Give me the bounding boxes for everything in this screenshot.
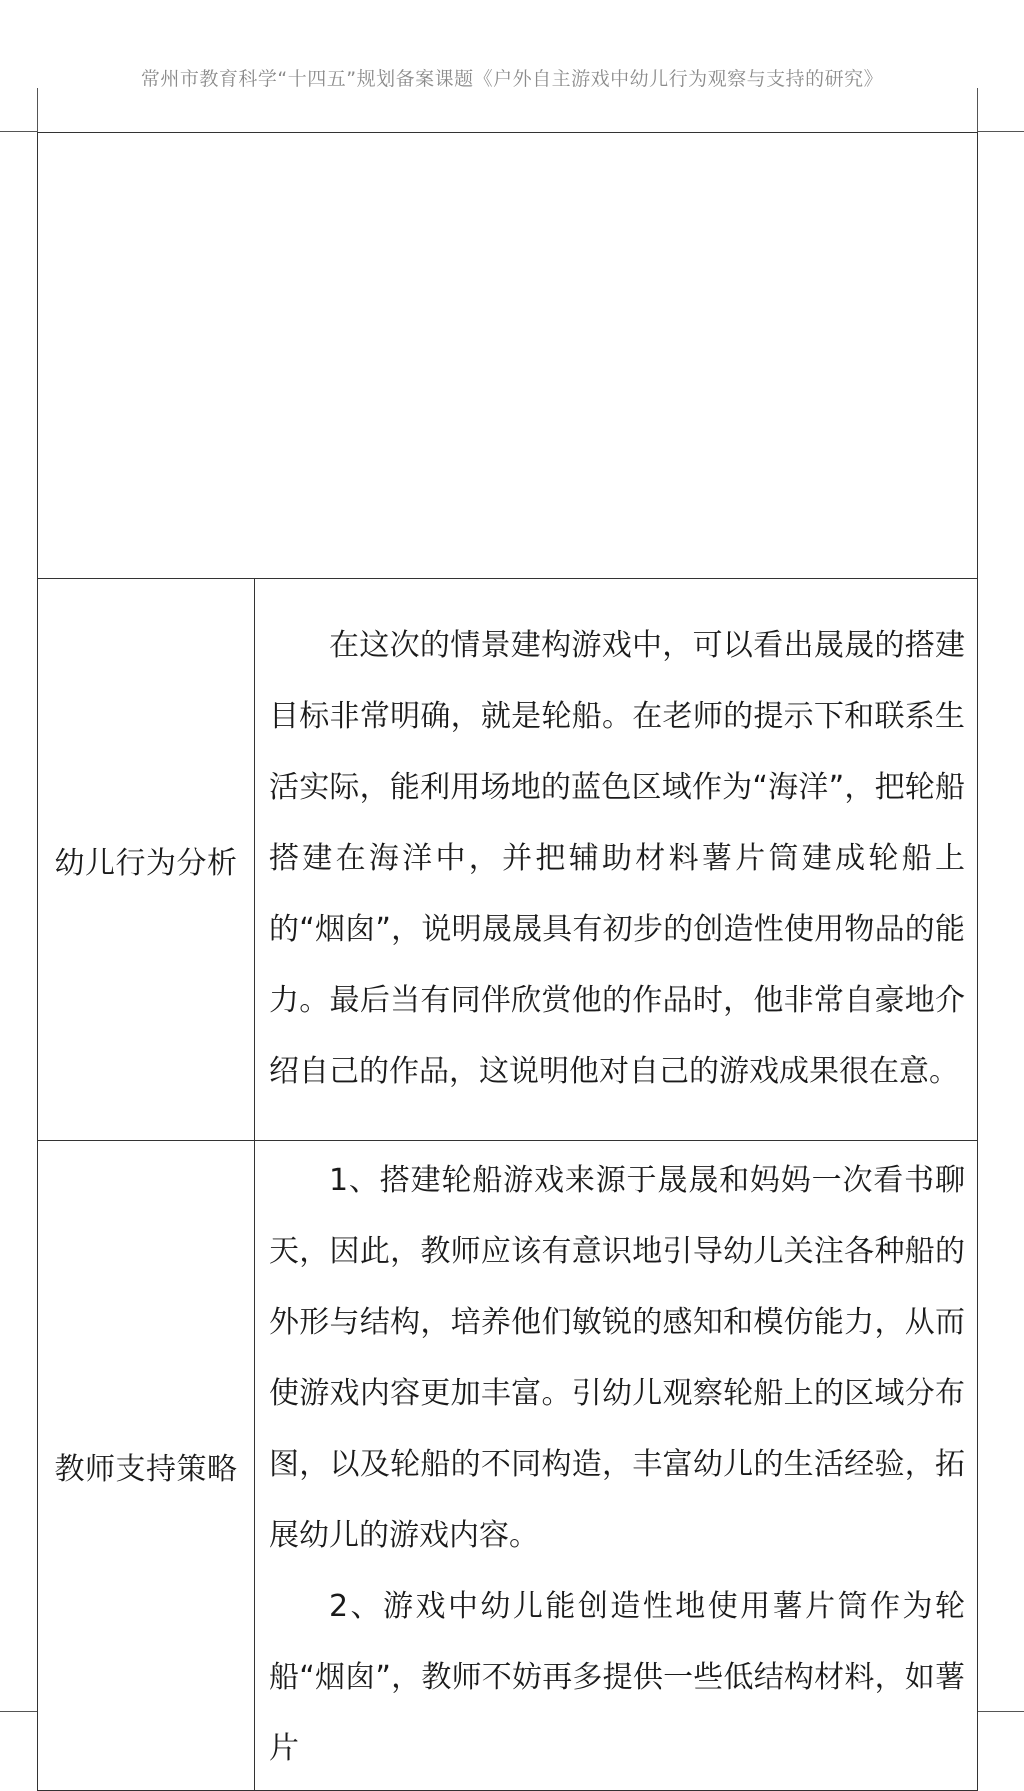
crop-mark <box>977 131 1024 132</box>
table-row-teacher-strategy <box>38 1141 978 1791</box>
crop-mark <box>977 88 978 132</box>
blank-photo-cell <box>38 133 978 579</box>
row-label-teacher-strategy: 教师支持策略 <box>38 1141 255 1791</box>
row-label-behavior-analysis: 幼儿行为分析 <box>38 579 255 1141</box>
analysis-paragraph: 在这次的情景建构游戏中，可以看出晟晟的搭建目标非常明确，就是轮船。在老师的提示下和联系生活实际，能利用场地的蓝色区域作为“海洋”，把轮船搭建在海洋中，并把辅助材料薯片筒建成轮船上的“烟囱”，说明晟晟具有初步的创造性使用物品的能力。最后当有同伴欣赏他的作品时，他非常自豪地介绍自己的作品，这说明他对自己的游戏成果很在意。 <box>269 628 965 1089</box>
strategy-paragraph-2: 2、游戏中幼儿能创造性地使用薯片筒作为轮船“烟囱”，教师不妨再多提供一些低结构材料，如薯片 <box>269 1589 965 1766</box>
table-row-photo-area <box>38 133 978 579</box>
crop-mark <box>0 131 37 132</box>
record-table <box>37 132 978 1791</box>
page-header-title: 常州市教育科学“十四五”规划备案课题《户外自主游戏中幼儿行为观察与支持的研究》 <box>140 68 884 90</box>
row-body-teacher-strategy <box>255 1141 978 1791</box>
table-row-behavior-analysis <box>38 579 978 1141</box>
crop-mark <box>37 88 38 132</box>
row-body-behavior-analysis <box>255 579 978 1141</box>
crop-mark <box>0 1711 37 1712</box>
crop-mark <box>977 1711 1024 1712</box>
strategy-paragraph-1: 1、搭建轮船游戏来源于晟晟和妈妈一次看书聊天，因此，教师应该有意识地引导幼儿关注各种船的外形与结构，培养他们敏锐的感知和模仿能力，从而使游戏内容更加丰富。引幼儿观察轮船上的区域分布图，以及轮船的不同构造，丰富幼儿的生活经验，拓展幼儿的游戏内容。 <box>269 1163 965 1553</box>
